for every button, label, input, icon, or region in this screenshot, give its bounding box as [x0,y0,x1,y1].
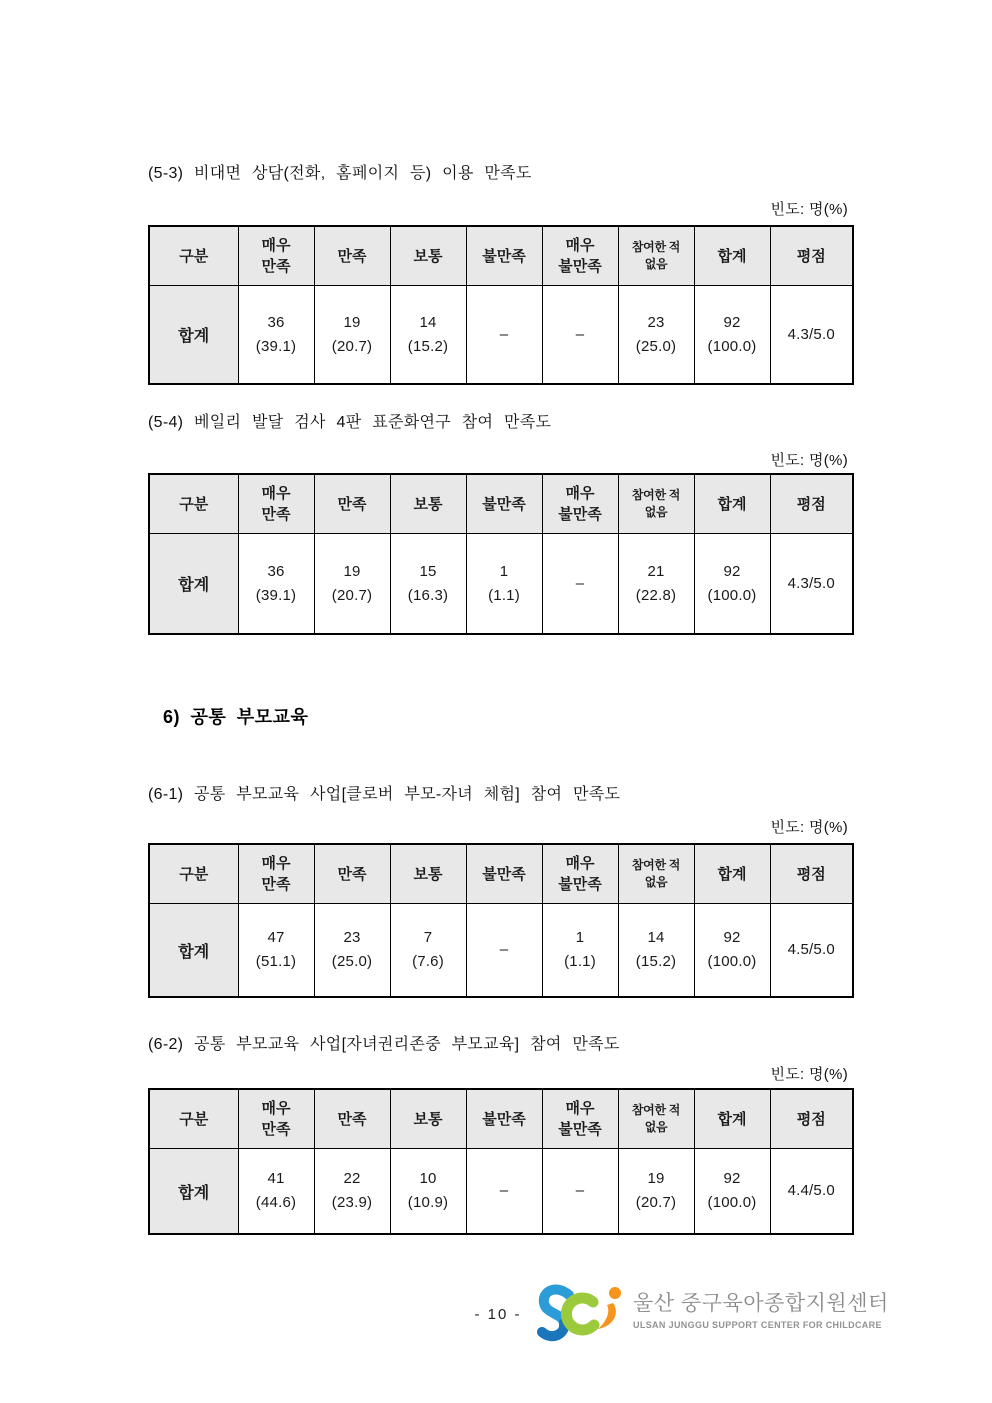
data-cell: 4.4/5.0 [770,1149,853,1235]
column-header: 매우 불만족 [542,226,618,286]
column-header: 합계 [694,1089,770,1149]
column-header: 매우 만족 [238,474,314,534]
column-header: 불만족 [466,474,542,534]
row-label-total: 합계 [149,534,238,635]
column-header-gubun: 구분 [149,226,238,286]
column-header-gubun: 구분 [149,1089,238,1149]
center-name-english: ULSAN JUNGGU SUPPORT CENTER FOR CHILDCARE [633,1320,882,1330]
frequency-caption: 빈도: 명(%) [770,1066,848,1083]
column-header: 불만족 [466,1089,542,1149]
data-cell: – [466,1149,542,1235]
data-cell: 22 (23.9) [314,1149,390,1235]
column-header: 매우 불만족 [542,474,618,534]
column-header: 보통 [390,226,466,286]
column-header: 합계 [694,844,770,904]
data-cell: 92 (100.0) [694,904,770,998]
data-cell: 23 (25.0) [618,286,694,385]
satisfaction-table-6-2 [148,1088,854,1235]
column-header: 합계 [694,226,770,286]
row-label-total: 합계 [149,904,238,998]
column-header: 매우 만족 [238,844,314,904]
data-cell: 92 (100.0) [694,1149,770,1235]
column-header: 매우 불만족 [542,844,618,904]
frequency-caption: 빈도: 명(%) [770,201,848,218]
column-header: 불만족 [466,844,542,904]
satisfaction-table-6-1 [148,843,854,998]
data-cell: 21 (22.8) [618,534,694,635]
column-header: 평점 [770,474,853,534]
data-cell: 4.5/5.0 [770,904,853,998]
column-header: 보통 [390,844,466,904]
column-header: 보통 [390,1089,466,1149]
column-header: 만족 [314,226,390,286]
table-title-6-2: (6-2) 공통 부모교육 사업[자녀권리존중 부모교육] 참여 만족도 [148,1036,620,1053]
data-cell: 19 (20.7) [314,286,390,385]
frequency-caption: 빈도: 명(%) [770,452,848,469]
center-logo-icon [536,1278,630,1350]
data-cell: 1 (1.1) [466,534,542,635]
data-cell: 4.3/5.0 [770,534,853,635]
data-cell: – [542,1149,618,1235]
column-header: 만족 [314,1089,390,1149]
column-header: 매우 만족 [238,1089,314,1149]
column-header: 만족 [314,474,390,534]
data-cell: 10 (10.9) [390,1149,466,1235]
section-heading-6: 6) 공통 부모교육 [163,707,309,727]
column-header: 불만족 [466,226,542,286]
data-cell: 23 (25.0) [314,904,390,998]
table-title-5-4: (5-4) 베일리 발달 검사 4판 표준화연구 참여 만족도 [148,414,552,431]
column-header: 합계 [694,474,770,534]
data-cell: – [466,904,542,998]
column-header: 참여한 적 없음 [618,844,694,904]
data-cell: 14 (15.2) [390,286,466,385]
data-cell: 92 (100.0) [694,534,770,635]
data-cell: – [542,286,618,385]
page-number: - 10 - [474,1306,522,1323]
table-title-5-3: (5-3) 비대면 상담(전화, 홈페이지 등) 이용 만족도 [148,165,532,182]
stat-table-6-1 [148,843,854,998]
data-cell: 19 (20.7) [314,534,390,635]
column-header-gubun: 구분 [149,844,238,904]
column-header: 매우 만족 [238,226,314,286]
row-label-total: 합계 [149,286,238,385]
data-cell: 92 (100.0) [694,286,770,385]
satisfaction-table-5-3 [148,225,854,385]
data-cell: 36 (39.1) [238,286,314,385]
column-header: 참여한 적 없음 [618,474,694,534]
column-header: 평점 [770,844,853,904]
table-title-6-1: (6-1) 공통 부모교육 사업[클로버 부모-자녀 체험] 참여 만족도 [148,786,621,803]
satisfaction-table-5-4 [148,473,854,635]
stat-table-5-3 [148,225,854,385]
column-header-gubun: 구분 [149,474,238,534]
row-label-total: 합계 [149,1149,238,1235]
frequency-caption: 빈도: 명(%) [770,819,848,836]
data-cell: 19 (20.7) [618,1149,694,1235]
data-cell: 47 (51.1) [238,904,314,998]
data-cell: 4.3/5.0 [770,286,853,385]
column-header: 참여한 적 없음 [618,1089,694,1149]
stat-table-5-4 [148,473,854,635]
data-cell: – [466,286,542,385]
data-cell: 14 (15.2) [618,904,694,998]
stat-table-6-2 [148,1088,854,1235]
data-cell: 41 (44.6) [238,1149,314,1235]
column-header: 평점 [770,226,853,286]
data-cell: 36 (39.1) [238,534,314,635]
data-cell: – [542,534,618,635]
column-header: 매우 불만족 [542,1089,618,1149]
column-header: 보통 [390,474,466,534]
center-name-korean: 울산 중구육아종합지원센터 [633,1292,889,1315]
center-logo-text [633,1287,889,1330]
column-header: 평점 [770,1089,853,1149]
data-cell: 15 (16.3) [390,534,466,635]
data-cell: 7 (7.6) [390,904,466,998]
column-header: 만족 [314,844,390,904]
column-header: 참여한 적 없음 [618,226,694,286]
data-cell: 1 (1.1) [542,904,618,998]
